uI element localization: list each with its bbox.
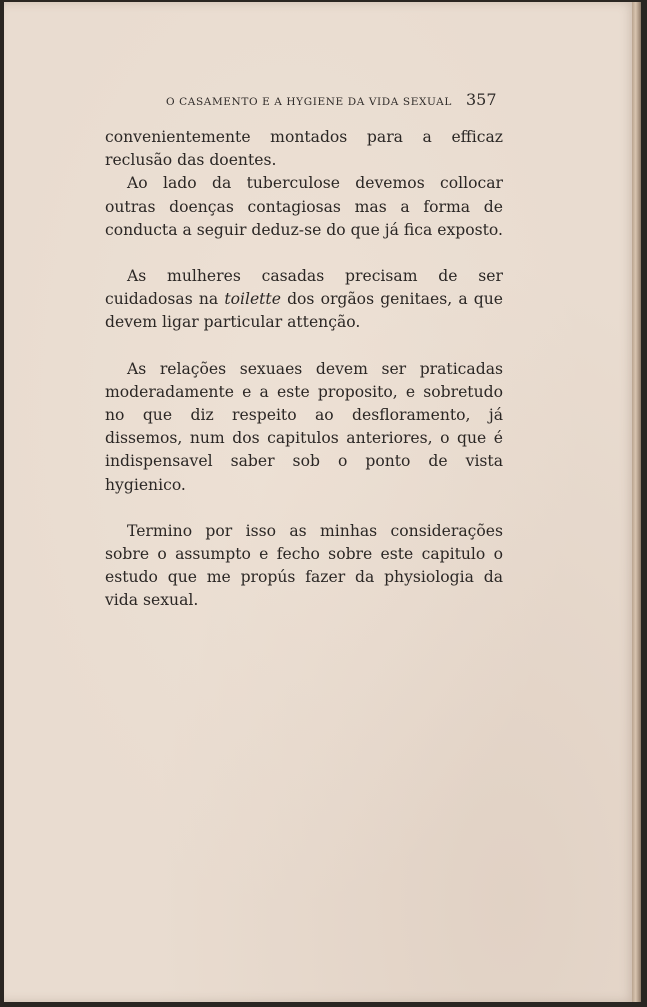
paragraph-tuberculose: Ao lado da tuberculose devemos collocar outras doenças contagiosas mas a forma de conducta a seguir deduz-se do que já fica exposto. [105,174,504,239]
paragraph-toilette-end: dos orgãos genitaes, a que devem ligar particular attenção. [105,290,503,332]
page-edge [632,2,641,1002]
body-text [105,126,503,613]
page-header [4,90,636,114]
italic-word: toilette [224,290,281,309]
paragraph-relacoes: As relações sexuaes devem ser praticadas moderadamente e a este proposito, e sobretudo no que diz respeito ao desfloramento, já dissemos, num dos capitulos anteriores, o que é indispensavel saber sob o ponto de vista hygienico. [105,359,503,494]
book-page [4,2,636,1002]
paragraph-continuation: convenientemente montados para a efficaz reclusão das doentes. [105,128,503,170]
page-number: 357 [466,90,497,109]
paragraph-toilette-start: As mulheres casadas precisam de ser cuidadosas na [105,267,503,309]
paragraph-termino: Termino por isso as minhas considerações sobre o assumpto e fecho sobre este capitulo o estudo que me propús fazer da physiologia da vida sexual. [105,521,503,610]
paragraph-toilette [105,265,503,335]
running-title: O CASAMENTO E A HYGIENE DA VIDA SEXUAL [166,96,452,108]
